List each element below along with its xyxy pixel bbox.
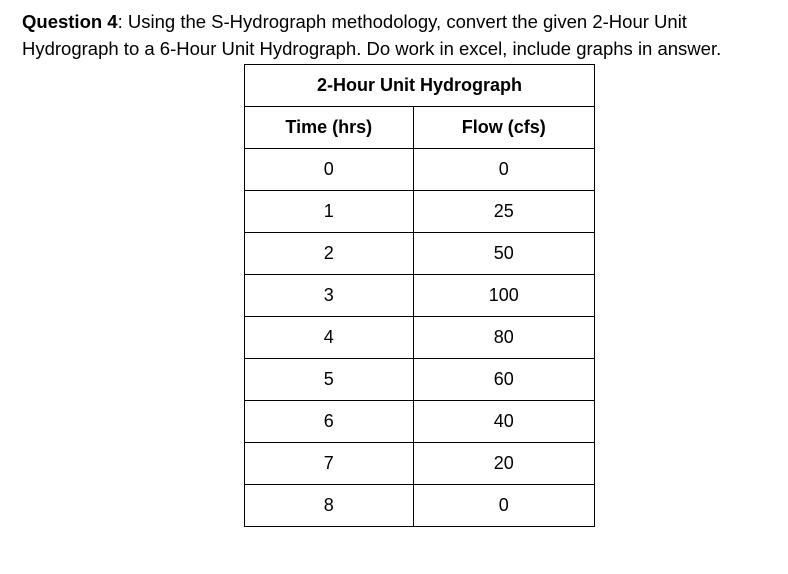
time-cell: 1 [245, 191, 414, 233]
flow-cell: 60 [413, 359, 594, 401]
table-row [245, 191, 595, 233]
table-row [245, 485, 595, 527]
table-row [245, 359, 595, 401]
time-cell: 7 [245, 443, 414, 485]
table-header-row [245, 107, 595, 149]
flow-cell: 80 [413, 317, 594, 359]
time-cell: 0 [245, 149, 414, 191]
time-cell: 3 [245, 275, 414, 317]
table-row [245, 401, 595, 443]
question-label: Question 4 [22, 11, 118, 32]
flow-cell: 100 [413, 275, 594, 317]
time-cell: 4 [245, 317, 414, 359]
table-row [245, 149, 595, 191]
time-cell: 8 [245, 485, 414, 527]
time-cell: 5 [245, 359, 414, 401]
table-title: 2-Hour Unit Hydrograph [245, 65, 595, 107]
flow-cell: 25 [413, 191, 594, 233]
table-row [245, 275, 595, 317]
flow-cell: 0 [413, 485, 594, 527]
flow-cell: 0 [413, 149, 594, 191]
table-row [245, 233, 595, 275]
column-header-flow: Flow (cfs) [413, 107, 594, 149]
flow-cell: 50 [413, 233, 594, 275]
time-cell: 6 [245, 401, 414, 443]
flow-cell: 20 [413, 443, 594, 485]
time-cell: 2 [245, 233, 414, 275]
table-row [245, 443, 595, 485]
unit-hydrograph-table [244, 64, 595, 527]
table-title-row [245, 65, 595, 107]
question-text [22, 8, 784, 62]
column-header-time: Time (hrs) [245, 107, 414, 149]
flow-cell: 40 [413, 401, 594, 443]
question-body: : Using the S-Hydrograph methodology, convert the given 2-Hour Unit Hydrograph to a 6-Hour Unit Hydrograph. Do work in excel, include graphs in answer. [22, 11, 722, 59]
table-row [245, 317, 595, 359]
